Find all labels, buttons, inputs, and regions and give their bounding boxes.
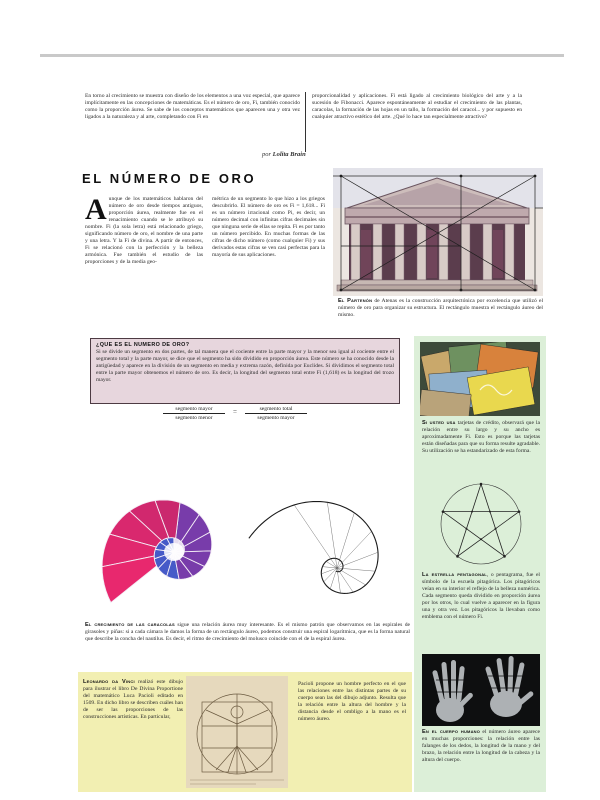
formula-right-fraction: [245, 406, 307, 421]
shell-center: [164, 543, 184, 561]
leonardo-left-body: realizó este dibujo para ilustrar el libro De Divina Proportione del matemático Luca Pacioli editado en 1509. En dicho libro se describen cuáles han de ser las proporciones de las construcciones artísticas. En particular,: [83, 679, 183, 720]
byline-prefix: por: [262, 151, 272, 158]
article-title: EL NÚMERO DE ORO: [82, 171, 257, 186]
pentagram-intersection: [489, 511, 491, 513]
intro-left-paragraph: En torno al crecimiento se muestra con diseño de los elementos a una voz especial, que aparece implícitamente en las concepciones de matemáticas. Es el número de oro, Fi, también conocido como la proporción áurea. Se sabe de los conceptos matemáticos que aparecen una y otra vez ligados a la naturaleza y al arte, completando con Fi en: [85, 93, 300, 120]
nautilus-shell-image: [82, 440, 242, 620]
shell-caption-text: sigue una relación áurea muy interesante. Es el mismo patrón que observamos en las espirales de girasoles y piñas: si a cada cámara le damos la forma de un rectángulo áureo, podemos construir una espiral logarítmica, que es la forma natural que describe la concha del nautilus. Es decir, el ritmo de crecimiento del molusco coincide con el de la espiral áurea.: [85, 622, 410, 642]
sidebar-star-lead: La estrella pentagonal: [422, 572, 487, 578]
leonardo-right-text: Pacioli propone un hombre perfecto en el que las relaciones entre las distintas partes de su cuerpo sean las del dibujo adjunto. Resulta que la relación entre la altura del hombre y la distancia desde el ombligo a la mano es el número áureo.: [298, 681, 406, 722]
sidebar-body-lead: En el cuerpo humano: [422, 729, 481, 735]
spiral-radial-line: [321, 568, 337, 574]
body-column-1: [85, 196, 203, 322]
top-rule: [40, 54, 564, 57]
body-column-1-text: unque de los matemáticos hablaron del número de oro desde tiempos antiguos, proporción áurea, realmente fue en el renacimiento cuando se le atribuyó su nombre. Fi (la sola letra) está relacionado griego, significando número de oro, el nombre de una parte y una letra. Y la Fi de divina. A partir de entonces, Fi se relacionó con la perfección y la belleza armónica. Fue también el estudio de las proporciones y de la media geo-: [85, 196, 203, 265]
byline: [262, 151, 306, 158]
parthenon-caption-text: de Atenas es la construcción arquitectónica por excelencia que utilizó el número de oro para organizar su estructura. El rectángulo muestra el rectángulo áureo del mismo.: [338, 298, 543, 318]
pentagram-diagram: [422, 474, 540, 570]
credit-cards-image: [420, 342, 540, 416]
formula-left-denominator: segmento menor: [175, 415, 213, 421]
byline-author: Lolita Brain: [272, 151, 306, 158]
spiral-radial-line: [337, 568, 375, 571]
formula-left-fraction: [163, 406, 225, 421]
spiral-radial-line: [337, 568, 353, 592]
pentagram-vertex: [442, 510, 445, 513]
parthenon-image: [333, 168, 543, 296]
pentagram-intersection: [465, 528, 467, 530]
formula-right-denominator: segmento mayor: [257, 415, 295, 421]
formula-right-numerator: segmento total: [245, 406, 307, 414]
pentagram-vertex: [456, 555, 459, 558]
pentagram-intersection: [495, 528, 497, 530]
sidebar-body-body: el número áureo aparece en muchas proporciones: la relación entre las falanges de los dedos, la longitud de la mano y del brazo, la relación entre la longitud de la cabeza y la altura del cuerpo.: [422, 729, 540, 763]
sidebar-star-text: [422, 572, 540, 650]
hand-xray-image: [422, 654, 540, 726]
definition-content: [96, 342, 394, 402]
sidebar-cards-body: tarjetas de crédito, observará que la relación entre su largo y su ancho es aproximadamente Fi. Esto es porque las tarjetas están diseñadas para que su forma resulte agradable. Su utilización se ha estandarizado de esta forma.: [422, 420, 540, 454]
pentagram-intersection: [471, 511, 473, 513]
golden-spiral-drawing: [245, 450, 405, 615]
shell-caption-lead: El crecimiento de las caracolas: [85, 622, 175, 628]
parthenon-caption: [338, 298, 543, 332]
definition-text: Si se divide un segmento en dos partes, de tal manera que el cociente entre la parte mayor y la menor sea igual al cociente entre el segmento total y la parte mayor, se dice que el segmento ha sido dividido en proporción áurea. Este número se ha conocido desde la antigüedad y aparece en la división de un segmento en media y extrema razón, definida por Euclides. Si dividimos el segmento total entre la parte mayor obtenemos el número de oro. Es decir, la longitud del segmento total entre Fi (1,618) es la longitud del trozo mayor.: [96, 349, 394, 383]
pentagram-star: [443, 484, 519, 556]
spiral-radial-line: [337, 531, 372, 568]
spiral-radial-line: [337, 568, 366, 585]
leonardo-left-text: [83, 679, 183, 787]
vitruvian-man-image: [186, 676, 288, 788]
sidebar-cards-text: [422, 420, 540, 472]
parthenon-caption-lead: El Partenón: [338, 298, 373, 304]
spiral-curve: [249, 502, 378, 594]
leonardo-box: [78, 672, 412, 792]
definition-heading: ¿QUÉ ES EL NÚMERO DE ORO?: [96, 342, 190, 348]
spiral-radial-line: [294, 505, 337, 568]
spiral-radial-line: [337, 513, 354, 568]
sidebar: [414, 336, 546, 792]
pentagram-vertex: [503, 555, 506, 558]
body-column-2: métrica de un segmento lo que hizo a los griegos descubrirlo. El número de oro es Fi = 1,618... Fi es un número irracional como Pi, es decir, un número decimal con infinitas cifras decimales sin que ninguna serie de ellas se repita. Fi es por tanto un número percibido. En muchas formas de las cifras de dicho número (como cualquier Fi) y sus derivados estas cifras se ven casi perfectas para la mayoría de sus aplicaciones.: [212, 196, 325, 258]
intro-divider: [305, 92, 306, 152]
drop-cap: A: [85, 196, 107, 226]
sidebar-cards-lead: Si usted usa: [422, 420, 456, 426]
spiral-radial-line: [330, 568, 337, 589]
definition-box: [90, 338, 400, 404]
pentagram-vertex: [480, 483, 483, 486]
shell-caption: [85, 622, 410, 666]
spiral-radial-line: [337, 552, 378, 568]
pentagram-vertex: [518, 510, 521, 513]
formula-equals: =: [233, 408, 237, 416]
intro-right-paragraph: proporcionalidad y aplicaciones. Fi está ligado al crecimiento biológico del arte y a la sucesión de Fibonacci. Aparece espontáneamente al estudiar el crecimiento de las plantas, caracolas, la formación de las hojas en un tallo, la formación del caracol... y por supuesto en cualquier atractivo estético del arte. ¿Qué lo hace tan especialmente atractivo?: [312, 93, 522, 120]
pentagram-intersection: [480, 538, 482, 540]
leonardo-lead: Leonardo da Vinci: [83, 679, 135, 685]
spiral-radial-line: [324, 568, 337, 582]
sidebar-star-body: , o pentagrama, fue el símbolo de la escuela pitagórica. Los pitagóricos veían en su interior el reflejo de la belleza numérica. Cada segmento queda dividido en proporción áurea por los otros, lo cual vuelve a aparecer en la figura una y otra vez. Los pitagóricos la llevaban como emblema con el número Fi.: [422, 572, 540, 620]
sidebar-body-text: [422, 729, 540, 787]
pentagram-circle: [441, 484, 521, 564]
formula-left-numerator: segmento mayor: [163, 406, 225, 414]
